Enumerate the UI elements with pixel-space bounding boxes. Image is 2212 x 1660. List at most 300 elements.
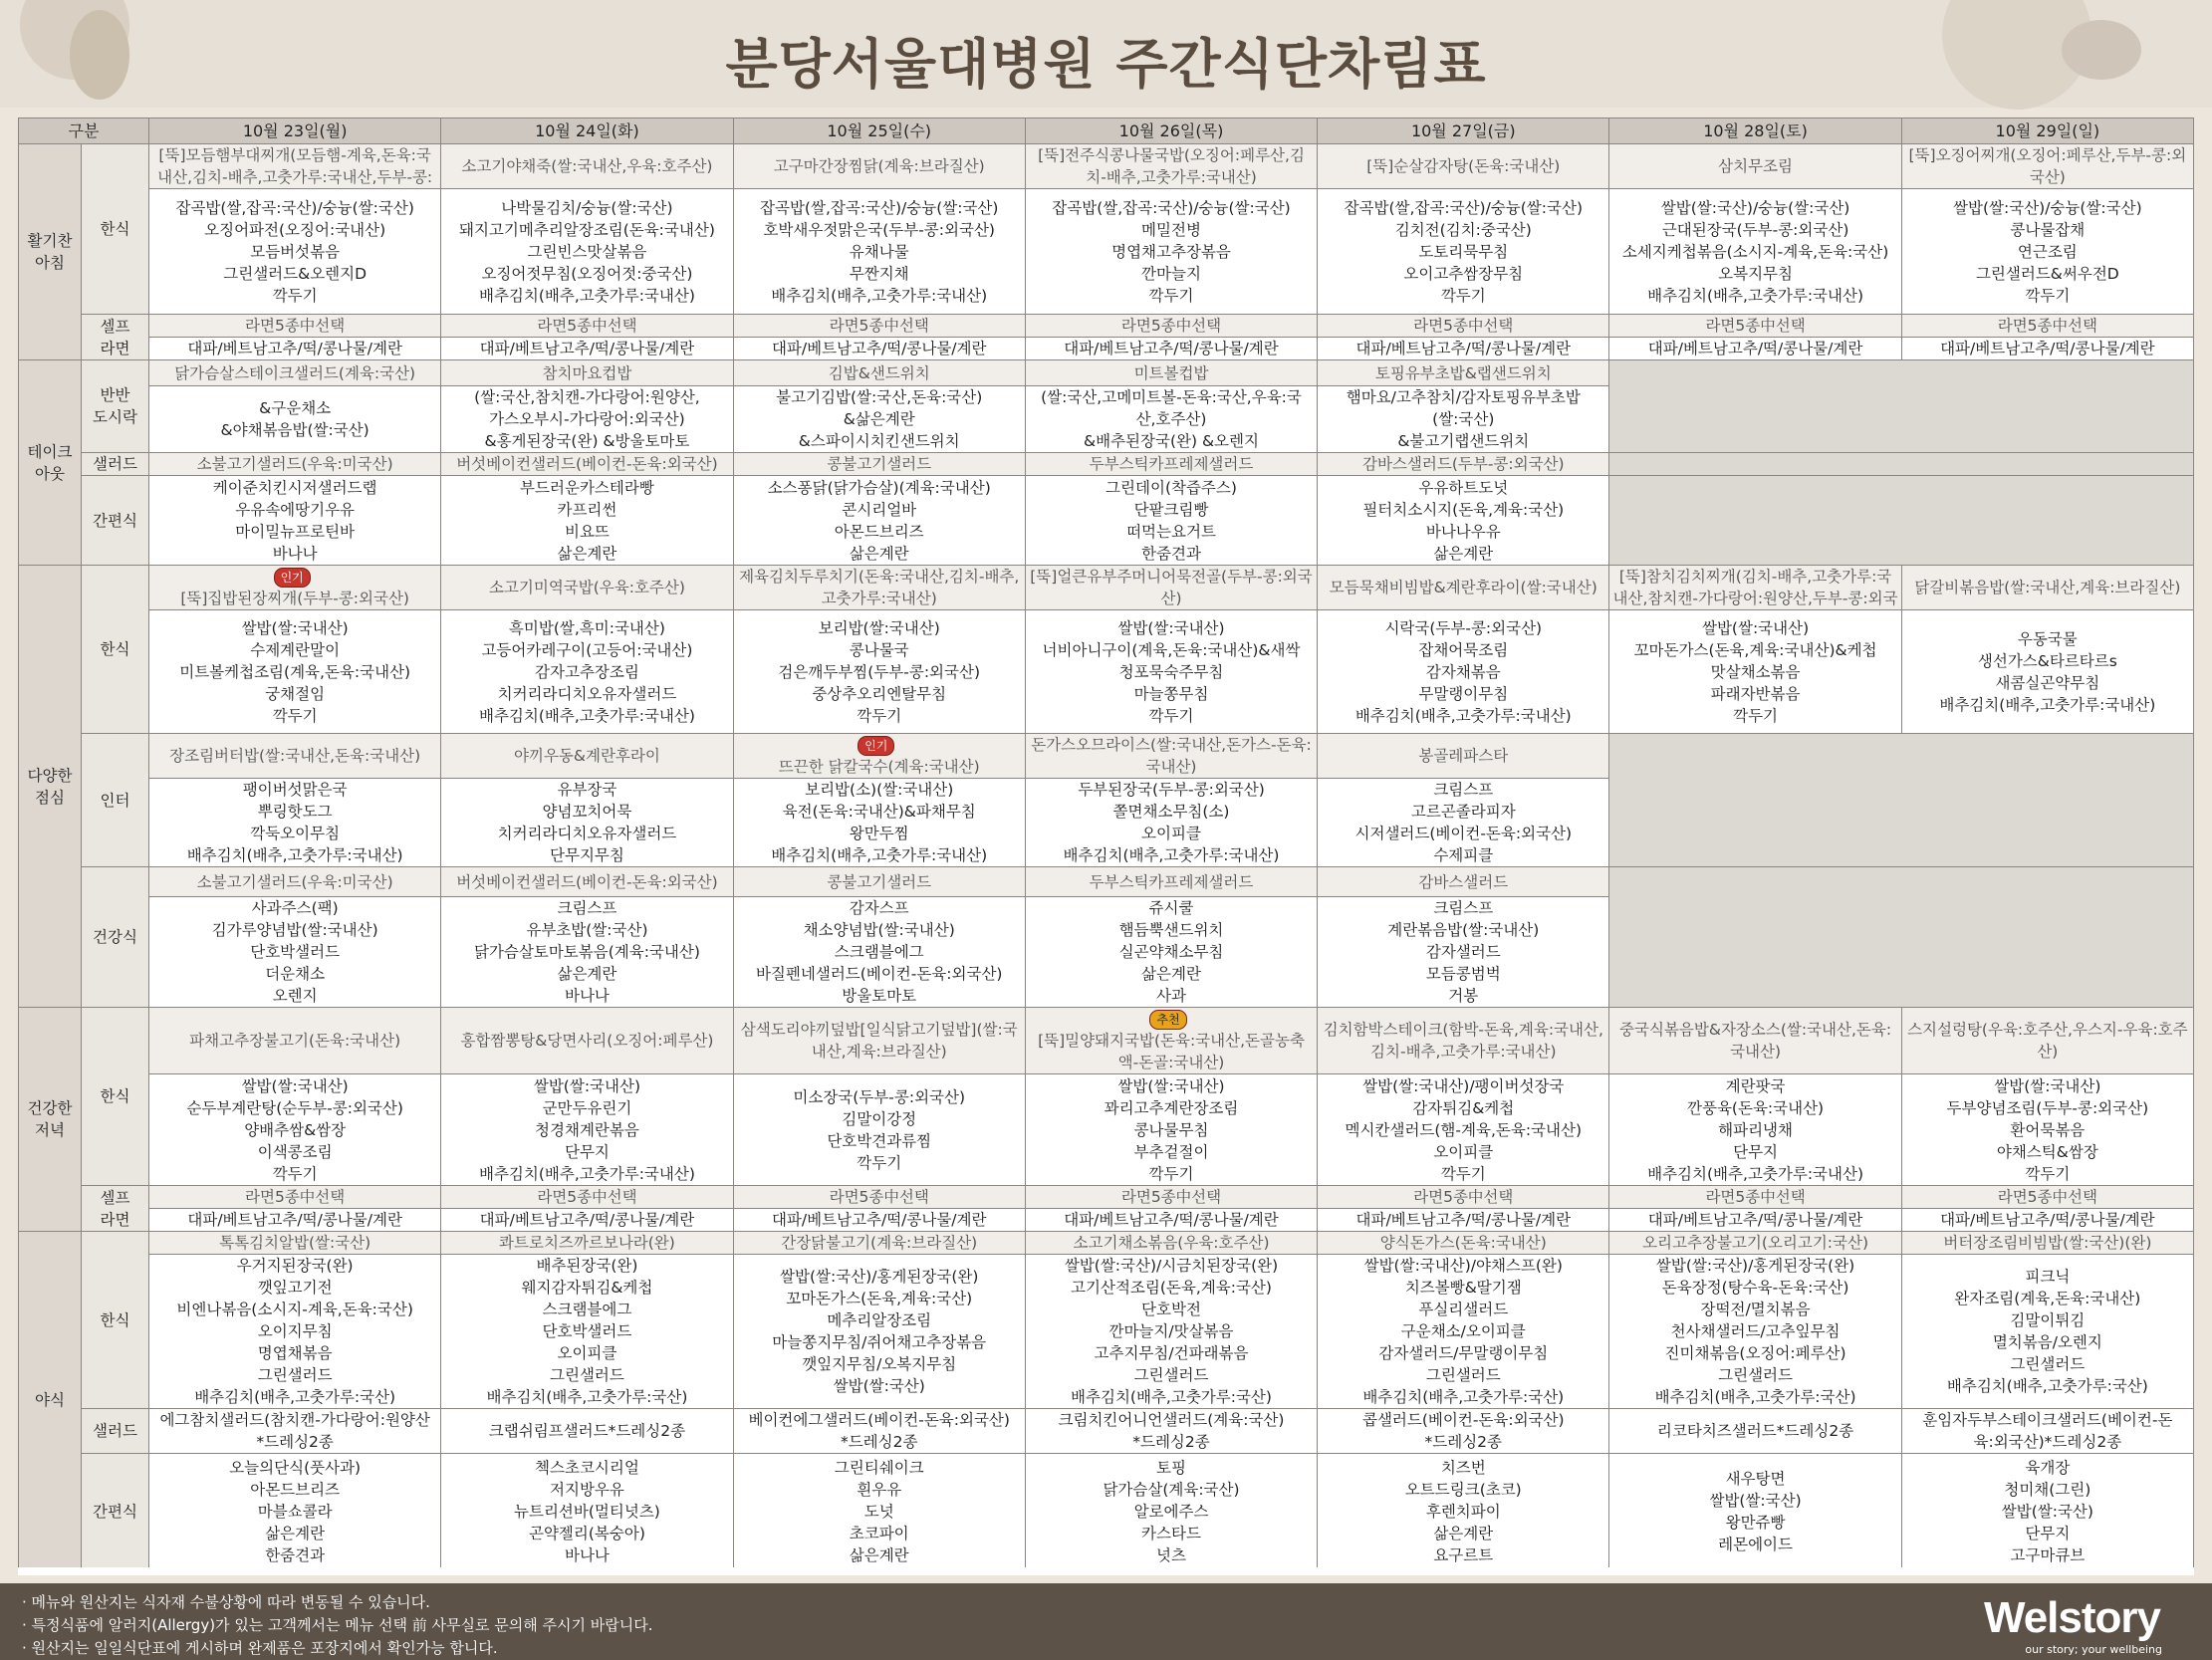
- menu-line: 감자튀김&케첩: [1412, 1098, 1515, 1117]
- menu-line: 미소장국(두부-콩:외국산): [793, 1087, 966, 1106]
- menu-line: 초코파이: [849, 1524, 909, 1542]
- main-dish-cell: [733, 453, 1025, 476]
- menu-items-cell: [1901, 1409, 2193, 1454]
- main-dish-text: [뚝]오징어찌개(오징어:페루산,두부-콩:외국산): [1908, 146, 2187, 186]
- date-header-7: 10월 29일(일): [1901, 119, 2193, 144]
- menu-line: 우동국물: [2017, 629, 2078, 648]
- menu-line: 단무지: [564, 1142, 610, 1161]
- menu-line: 깍두기: [2025, 1164, 2071, 1183]
- menu-line: 건강한: [27, 1099, 73, 1117]
- menu-line: 삶은계란: [1141, 965, 1201, 983]
- menu-line: 한줌견과: [1141, 544, 1201, 563]
- menu-line: 마늘쫑무침: [1133, 684, 1209, 703]
- menu-line: 크랩쉬림프샐러드*드레싱2종: [488, 1422, 686, 1440]
- menu-line: 쌀밥(쌀:국내산)/팽이버섯장국: [1362, 1076, 1565, 1095]
- menu-line: 대파/베트남고추/떡/콩나물/계란: [479, 1211, 695, 1229]
- menu-line: 우거지된장국(완): [236, 1257, 354, 1275]
- main-dish-cell: [149, 867, 441, 897]
- menu-line: 삶은계란: [557, 544, 617, 563]
- menu-line: 돈육장정(탕수육-돈육:국산): [1661, 1279, 1849, 1297]
- menu-line: 감자채볶음: [1425, 662, 1501, 681]
- menu-items-cell: [149, 779, 441, 867]
- menu-line: 쌀밥(쌀:국내산): [241, 1076, 349, 1095]
- menu-line: 감자고추장조림: [535, 662, 639, 681]
- menu-items-cell: [733, 386, 1025, 453]
- main-dish-text: 토핑유부초밥&랩샌드위치: [1374, 363, 1552, 382]
- menu-line: 그린빈스맛살볶음: [527, 242, 647, 261]
- menu-line: 햄듬뿍샌드위치: [1118, 921, 1224, 939]
- menu-line: 치즈볼빵&딸기잼: [1404, 1279, 1522, 1297]
- main-dish-text: [뚝]밀양돼지국밥(돈육:국내산,돈골농축액-돈골:국내산): [1038, 1032, 1305, 1071]
- menu-line: 배추김치(배추,고춧가루:국산): [1362, 1388, 1565, 1406]
- menu-line: 잡곡밥(쌀,잡곡:국산)/숭늉(쌀:국산): [1052, 198, 1291, 217]
- logo-tagline: our story; your wellbeing: [2025, 1643, 2162, 1656]
- main-dish-text: 소불고기샐러드(우육:미국산): [196, 872, 393, 891]
- main-dish-text: 참치마요컵밥: [542, 363, 632, 382]
- menu-items-cell: [441, 1074, 733, 1186]
- menu-line: 대파/베트남고추/떡/콩나물/계란: [1064, 1211, 1279, 1229]
- menu-line: 꼬마돈가스(돈육,계육:국내산)&케첩: [1633, 640, 1877, 659]
- main-dish-text: 콩불고기샐러드: [827, 455, 932, 473]
- menu-items-cell: [149, 189, 441, 315]
- menu-line: 파래자반볶음: [1710, 684, 1801, 703]
- menu-line: 햄마요/고추참치/감자토핑유부초밥: [1346, 388, 1581, 406]
- menu-line: 배추김치(배추,고춧가루:국산): [1071, 1388, 1272, 1406]
- menu-row: [19, 1409, 2194, 1454]
- menu-line: 김치전(김치:중국산): [1394, 220, 1532, 239]
- menu-items-cell: [149, 610, 441, 734]
- menu-items-cell: [149, 476, 441, 566]
- empty-cell: [1609, 360, 2194, 453]
- menu-line: 인터: [100, 791, 130, 810]
- menu-line: 대파/베트남고추/떡/콩나물/계란: [1940, 1211, 2155, 1229]
- main-dish-text: 콰트로치즈까르보나라(완): [499, 1234, 675, 1252]
- menu-line: 대파/베트남고추/떡/콩나물/계란: [771, 1211, 987, 1229]
- menu-item-row: [19, 1255, 2194, 1409]
- self-ramen-toppings: [149, 338, 441, 360]
- menu-items-cell: [733, 1074, 1025, 1186]
- menu-line: 가스오부시-가다랑어:외국산): [489, 410, 685, 428]
- menu-items-cell: [1318, 386, 1609, 453]
- menu-line: 다양한: [27, 766, 73, 785]
- menu-line: 활기찬: [27, 232, 73, 250]
- menu-items-cell: [441, 610, 733, 734]
- menu-row: [19, 566, 2194, 610]
- menu-line: 쌀밥(쌀:국내산): [1701, 618, 1810, 637]
- section-label: [19, 144, 82, 360]
- menu-line: 치커리라디치오유자샐러드: [497, 684, 677, 703]
- menu-line: 오복지무침: [1718, 264, 1793, 283]
- menu-line: 맛살채소볶음: [1710, 662, 1801, 681]
- menu-items-cell: [149, 897, 441, 1008]
- menu-line: 모듬콩범벅: [1425, 965, 1501, 983]
- menu-items-cell: [149, 1409, 441, 1454]
- menu-line: *드레싱2종: [840, 1433, 918, 1451]
- menu-line: 깍두기: [1148, 1164, 1194, 1183]
- main-dish-text: 라면5종中선택: [1120, 317, 1222, 335]
- header-row: [19, 119, 2194, 144]
- menu-items-cell: [1318, 779, 1609, 867]
- menu-line: 고기산적조림(돈육,계육:국산): [1071, 1279, 1272, 1297]
- main-dish-text: 라면5종中선택: [1413, 1188, 1514, 1206]
- menu-line: 첵스초코시리얼: [535, 1458, 639, 1477]
- menu-items-cell: [733, 476, 1025, 566]
- main-dish-text: 홍합짬뽕탕&당면사리(오징어:페루산): [460, 1032, 714, 1050]
- main-dish-text: 콩불고기샐러드: [827, 872, 932, 891]
- main-dish-text: 닭가슴살스테이크샐러드(계육:국산): [174, 363, 416, 382]
- main-dish-text: 중국식볶음밥&자장소스(쌀:국내산,돈육:국내산): [1619, 1021, 1892, 1061]
- menu-line: 더운채소: [265, 965, 326, 983]
- main-dish-cell: [149, 1232, 441, 1255]
- menu-line: 감자샐러드/무말랭이무침: [1378, 1344, 1549, 1362]
- menu-line: 아몬드브리즈: [250, 1480, 341, 1499]
- main-dish-cell: [149, 566, 441, 610]
- menu-line: 연근조림: [2017, 242, 2078, 261]
- main-dish-cell: [441, 1008, 733, 1074]
- menu-line: *드레싱2종: [256, 1433, 334, 1451]
- menu-line: 반반: [100, 386, 130, 404]
- menu-line: 메추리알장조림: [827, 1311, 932, 1329]
- menu-line: 수제계란말이: [250, 640, 341, 659]
- self-ramen-cell: [441, 315, 733, 338]
- section-label: [19, 1008, 82, 1232]
- menu-line: 잡곡밥(쌀,잡곡:국산)/숭늉(쌀:국산): [1344, 198, 1583, 217]
- section-label: [19, 1232, 82, 1569]
- main-dish-text: 삼색도리야끼덮밥[일식닭고기덮밥](쌀:국내산,계육:브라질산): [740, 1021, 1018, 1061]
- main-dish-text: [뚝]순살감자탕(돈육:국내산): [1366, 157, 1561, 175]
- footer-notes: [22, 1591, 652, 1660]
- menu-items-cell: [149, 1454, 441, 1569]
- menu-line: 배추김치(배추,고춧가루:국내산): [1647, 286, 1864, 305]
- main-dish-text: 라면5종中선택: [1120, 1188, 1222, 1206]
- menu-line: 셀프: [100, 1188, 130, 1207]
- menu-items-cell: [1025, 386, 1317, 453]
- main-dish-cell: [1318, 566, 1609, 610]
- main-dish-text: 오리고추장불고기(오리고기:국산): [1642, 1234, 1869, 1252]
- main-dish-cell: [733, 144, 1025, 189]
- self-ramen-toppings: [1318, 1209, 1609, 1232]
- menu-items-cell: [733, 610, 1025, 734]
- menu-line: 쌀밥(쌀:국산)/시금치된장국(완): [1064, 1257, 1279, 1275]
- menu-line: 수제피클: [1433, 846, 1494, 864]
- main-dish-cell: [1318, 1008, 1609, 1074]
- menu-line: 쌀밥(쌀:국산)/홍게된장국(완): [1655, 1257, 1855, 1275]
- main-dish-text: 돈가스오므라이스(쌀:국내산,돈가스-돈육:국내산): [1031, 736, 1312, 776]
- menu-line: 아웃: [35, 464, 65, 483]
- menu-line: 깍두기: [1148, 286, 1194, 305]
- menu-line: 부추겉절이: [1133, 1142, 1209, 1161]
- menu-line: 진미채볶음(오징어:페루산): [1664, 1344, 1846, 1362]
- menu-line: 깍두기: [1148, 706, 1194, 725]
- menu-line: 삶은계란: [1433, 544, 1494, 563]
- menu-line: 생선가스&타르타르s: [1977, 651, 2117, 670]
- menu-line: 구운채소/오이피클: [1400, 1322, 1526, 1340]
- main-dish-cell: [1025, 867, 1317, 897]
- main-dish-text: 삼치무조림: [1718, 157, 1793, 175]
- menu-line: 야식: [35, 1391, 65, 1409]
- menu-line: 양념꼬치어묵: [542, 803, 632, 821]
- menu-line: 대파/베트남고추/떡/콩나물/계란: [1355, 340, 1572, 357]
- menu-row: [19, 476, 2194, 566]
- menu-line: 간편식: [93, 1502, 137, 1521]
- menu-line: 삶은계란: [849, 544, 909, 563]
- main-dish-cell: [1901, 1232, 2193, 1255]
- menu-line: 푸실리샐러드: [1418, 1301, 1509, 1318]
- main-dish-text: 감바스샐러드(두부-콩:외국산): [1361, 455, 1565, 473]
- empty-cell: [1609, 867, 2194, 1008]
- date-header-1: 10월 23일(월): [149, 119, 441, 144]
- sub-category-label: [82, 453, 149, 476]
- menu-line: 카스타드: [1141, 1524, 1201, 1542]
- main-dish-cell: [441, 867, 733, 897]
- menu-line: 마늘쫑지무침/쥐어채고추장볶음: [772, 1333, 987, 1351]
- main-dish-text: 라면5종中선택: [537, 317, 637, 335]
- menu-line: 청경채계란볶음: [535, 1120, 639, 1139]
- menu-line: 콩나물국: [849, 640, 909, 659]
- menu-line: 배추김치(배추,고춧가루:국산): [194, 1388, 396, 1406]
- empty-cell: [1609, 453, 2194, 476]
- menu-line: 배추김치(배추,고춧가루:국내산): [478, 1164, 695, 1183]
- main-dish-text: 장조림버터밥(쌀:국내산,돈육:국내산): [169, 747, 421, 765]
- menu-line: 토핑: [1156, 1458, 1186, 1477]
- page-title: 분당서울대병원 주간식단차림표: [725, 33, 1487, 96]
- menu-line: 오이지무침: [257, 1322, 333, 1340]
- main-dish-cell: [1318, 144, 1609, 189]
- menu-line: 배추김치(배추,고춧가루:국내산): [1647, 1164, 1864, 1183]
- self-ramen-cell: [1318, 1186, 1609, 1209]
- menu-line: 배추김치(배추,고춧가루:국내산): [478, 286, 695, 305]
- main-dish-text: 버섯베이컨샐러드(베이컨-돈육:외국산): [456, 872, 718, 891]
- menu-items-cell: [733, 897, 1025, 1008]
- menu-line: 단호박견과류찜: [827, 1131, 932, 1150]
- menu-line: 저지방우유: [550, 1480, 624, 1499]
- empty-cell: [1609, 734, 2194, 867]
- welstory-logo: Welstory: [1983, 1593, 2160, 1642]
- menu-line: 육개장: [2025, 1458, 2071, 1477]
- menu-line: 쌀밥(쌀:국산): [2001, 1502, 2093, 1521]
- menu-line: 감자스프: [849, 899, 909, 917]
- self-ramen-toppings: [1025, 338, 1317, 360]
- menu-line: 대파/베트남고추/떡/콩나물/계란: [1355, 1211, 1572, 1229]
- menu-items-cell: [149, 1255, 441, 1409]
- main-dish-text: 스지설렁탕(우육:호주산,우스지-우육:호주산): [1907, 1021, 2188, 1061]
- main-dish-text: 김치함박스테이크(함박-돈육,계육:국내산,김치-배추,고춧가루:국내산): [1323, 1021, 1603, 1061]
- menu-line: 명엽채고추장볶음: [1111, 242, 1231, 261]
- menu-line: 새콤실곤약무침: [1995, 673, 2100, 692]
- menu-line: 단호박샐러드: [250, 943, 341, 961]
- self-ramen-cell: [149, 1186, 441, 1209]
- menu-line: 야채스틱&쌈장: [1996, 1142, 2098, 1161]
- menu-line: 아침: [35, 254, 65, 272]
- sub-category-label: [82, 867, 149, 1008]
- menu-line: 배추김치(배추,고춧가루:국내산): [1354, 706, 1572, 725]
- menu-line: 아몬드브리즈: [834, 522, 924, 541]
- menu-items-cell: [1318, 476, 1609, 566]
- menu-line: 한식: [100, 640, 130, 658]
- main-dish-text: [뚝]전주식콩나물국밥(오징어:페루산,김치-배추,고춧가루:국내산): [1038, 146, 1305, 186]
- menu-line: 오이피클: [1141, 825, 1201, 842]
- menu-line: 대파/베트남고추/떡/콩나물/계란: [1647, 340, 1863, 357]
- menu-line: 유채나물: [849, 242, 909, 261]
- menu-line: 육전(돈육:국내산)&파채무침: [782, 803, 976, 821]
- menu-line: 그린샐러드: [1425, 1366, 1501, 1384]
- main-dish-cell: [1318, 867, 1609, 897]
- self-ramen-cell: [441, 1186, 733, 1209]
- menu-line: 쌀밥(쌀:국산)/홍게된장국(완): [780, 1268, 979, 1286]
- main-dish-text: 두부스틱카프레제샐러드: [1089, 872, 1254, 891]
- main-dish-cell: [1901, 566, 2193, 610]
- main-dish-text: 라면5종中선택: [829, 317, 929, 335]
- menu-line: 리코타치즈샐러드*드레싱2종: [1656, 1422, 1854, 1440]
- menu-line: 단호박샐러드: [542, 1322, 632, 1340]
- menu-items-cell: [1609, 189, 1901, 315]
- menu-line: 필터치소시지(돈육,계육:국산): [1362, 500, 1565, 519]
- menu-line: (쌀:국산): [1432, 410, 1495, 428]
- menu-line: 크림스프: [557, 899, 617, 917]
- main-dish-text: 야끼우동&계란후라이: [514, 747, 660, 765]
- menu-line: 크림스프: [1433, 899, 1494, 917]
- menu-line: 간편식: [93, 511, 137, 530]
- main-dish-text: 소고기미역국밥(우육:호주산): [488, 579, 685, 596]
- menu-line: 유부장국: [557, 781, 617, 799]
- sub-category-label: [82, 734, 149, 867]
- main-dish-cell: [1025, 1232, 1317, 1255]
- menu-line: 대파/베트남고추/떡/콩나물/계란: [1064, 340, 1279, 357]
- menu-line: 미트볼케첩조림(계육,돈육:국내산): [179, 662, 411, 681]
- main-dish-cell: [1318, 1232, 1609, 1255]
- menu-line: 깍두기: [272, 706, 318, 725]
- menu-line: 요구르트: [1433, 1545, 1494, 1564]
- menu-row: [19, 1186, 2194, 1209]
- self-ramen-cell: [733, 1186, 1025, 1209]
- popular-badge: 인기: [274, 568, 311, 588]
- menu-line: 피크닉: [2025, 1268, 2071, 1286]
- main-dish-text: 김밥&샌드위치: [828, 363, 930, 382]
- menu-line: 한식: [100, 1310, 130, 1329]
- menu-table: [18, 118, 2194, 1569]
- sub-category-label: [82, 1232, 149, 1409]
- menu-items-cell: [1318, 1074, 1609, 1186]
- menu-line: 배추된장국(완): [536, 1257, 638, 1275]
- menu-line: 계란팟국: [1725, 1076, 1786, 1095]
- menu-line: 중상추오리엔탈무침: [812, 684, 947, 703]
- section-label: [19, 566, 82, 1008]
- menu-items-cell: [149, 386, 441, 453]
- menu-line: (쌀:국산,참치캔-가다랑어:원양산,: [474, 388, 700, 406]
- main-dish-cell: [441, 566, 733, 610]
- menu-line: 깍두기: [2025, 286, 2071, 305]
- menu-line: 시락국(두부-콩:외국산): [1384, 618, 1543, 637]
- menu-line: 감자샐러드: [1425, 943, 1501, 961]
- main-dish-text: 톡톡김치알밥(쌀:국산): [219, 1234, 371, 1252]
- main-dish-text: 라면5종中선택: [245, 1188, 346, 1206]
- menu-line: 보리밥(소)(쌀:국내산): [805, 781, 954, 799]
- menu-line: 그린샐러드: [257, 1366, 333, 1384]
- self-ramen-toppings: [1609, 1209, 1901, 1232]
- menu-row: [19, 315, 2194, 338]
- menu-line: 장떡전/멸치볶음: [1700, 1301, 1811, 1318]
- menu-line: 그린샐러드: [550, 1366, 624, 1384]
- main-dish-cell: [1025, 144, 1317, 189]
- menu-items-cell: [441, 779, 733, 867]
- menu-line: 라면: [100, 339, 130, 357]
- menu-line: 검은깨두부찜(두부-콩:외국산): [778, 662, 981, 681]
- date-header-3: 10월 25일(수): [733, 119, 1025, 144]
- menu-items-cell: [1318, 897, 1609, 1008]
- menu-line: 소스퐁닭(닭가슴살)(계육:국내산): [767, 478, 991, 497]
- menu-line: &야채볶음밥(쌀:국산): [220, 421, 369, 439]
- menu-line: 군만두유린기: [542, 1098, 632, 1117]
- main-dish-text: 양식돈가스(돈육:국내산): [1379, 1234, 1547, 1252]
- menu-line: 궁채절임: [265, 684, 326, 703]
- main-dish-text: [뚝]모듬햄부대찌개(모듬햄-계육,돈육:국내산,김치-배추,고춧가루:국내산,두부-콩:: [157, 146, 433, 186]
- menu-line: 배추김치(배추,고춧가루:국산): [1654, 1388, 1856, 1406]
- menu-line: 비엔나볶음(소시지-계육,돈육:국산): [176, 1301, 413, 1318]
- menu-line: 오이피클: [557, 1344, 617, 1362]
- main-dish-cell: [149, 1008, 441, 1074]
- menu-line: 곤약젤리(복숭아): [528, 1524, 645, 1542]
- self-ramen-cell: [1901, 315, 2193, 338]
- menu-line: &삶은계란: [843, 410, 915, 428]
- menu-line: 팽이버섯맑은국: [242, 781, 348, 799]
- menu-line: 꼬마돈가스(돈육,계육:국산): [786, 1290, 973, 1307]
- menu-line: 청미채(그린): [2004, 1480, 2091, 1499]
- menu-line: 대파/베트남고추/떡/콩나물/계란: [1940, 340, 2155, 357]
- main-dish-cell: [1901, 144, 2193, 189]
- main-dish-cell: [1609, 566, 1901, 610]
- main-dish-text: [뚝]집밥된장찌개(두부-콩:외국산): [180, 590, 409, 607]
- menu-items-cell: [1901, 610, 2193, 734]
- main-dish-cell: [1318, 734, 1609, 779]
- menu-line: 스크램블에그: [542, 1301, 632, 1318]
- menu-line: 나박물김치/숭늉(쌀:국산): [501, 198, 673, 217]
- menu-line: 뉴트리션바(멀티넛츠): [514, 1502, 660, 1521]
- main-dish-text: 소불고기샐러드(우육:미국산): [196, 455, 393, 473]
- main-dish-cell: [441, 453, 733, 476]
- menu-items-cell: [1609, 610, 1901, 734]
- menu-line: 테이크: [27, 442, 73, 461]
- menu-items-cell: [149, 1074, 441, 1186]
- sub-category-label: [82, 360, 149, 453]
- menu-items-cell: [1025, 779, 1317, 867]
- menu-line: 시저샐러드(베이컨-돈육:외국산): [1354, 825, 1573, 842]
- menu-line: 너비아니구이(계육,돈육:국내산)&새싹: [1042, 640, 1301, 659]
- main-dish-cell: [733, 1232, 1025, 1255]
- menu-items-cell: [1025, 897, 1317, 1008]
- menu-line: 에그참치샐러드(참치캔-가다랑어:원양산: [159, 1411, 430, 1429]
- menu-items-cell: [1609, 1255, 1901, 1409]
- menu-line: 바나나: [272, 544, 318, 563]
- menu-line: 알로에주스: [1133, 1502, 1209, 1521]
- main-dish-cell: [441, 734, 733, 779]
- sub-category-label: [82, 1409, 149, 1454]
- menu-line: &불고기랩샌드위치: [1397, 432, 1530, 450]
- footer-note: · 메뉴와 원산지는 식자재 수불상황에 따라 변동될 수 있습니다.: [22, 1593, 430, 1611]
- menu-line: 단무지: [1733, 1142, 1779, 1161]
- menu-line: 쌀밥(쌀:국산): [1709, 1491, 1802, 1510]
- menu-items-cell: [441, 386, 733, 453]
- main-dish-text: 뜨끈한 닭칼국수(계육:국내산): [778, 758, 980, 776]
- main-dish-cell: [1318, 360, 1609, 386]
- menu-line: 배추김치(배추,고춧가루:국내산): [771, 286, 988, 305]
- menu-line: 이색콩조림: [257, 1142, 333, 1161]
- menu-line: 비요뜨: [564, 522, 610, 541]
- self-ramen-toppings: [1609, 338, 1901, 360]
- menu-line: 바질펜네샐러드(베이컨-돈육:외국산): [755, 965, 1003, 983]
- menu-line: 레몬에이드: [1718, 1535, 1793, 1553]
- main-dish-text: 라면5종中선택: [1705, 1188, 1806, 1206]
- main-dish-text: 두부스틱카프레제샐러드: [1089, 455, 1254, 473]
